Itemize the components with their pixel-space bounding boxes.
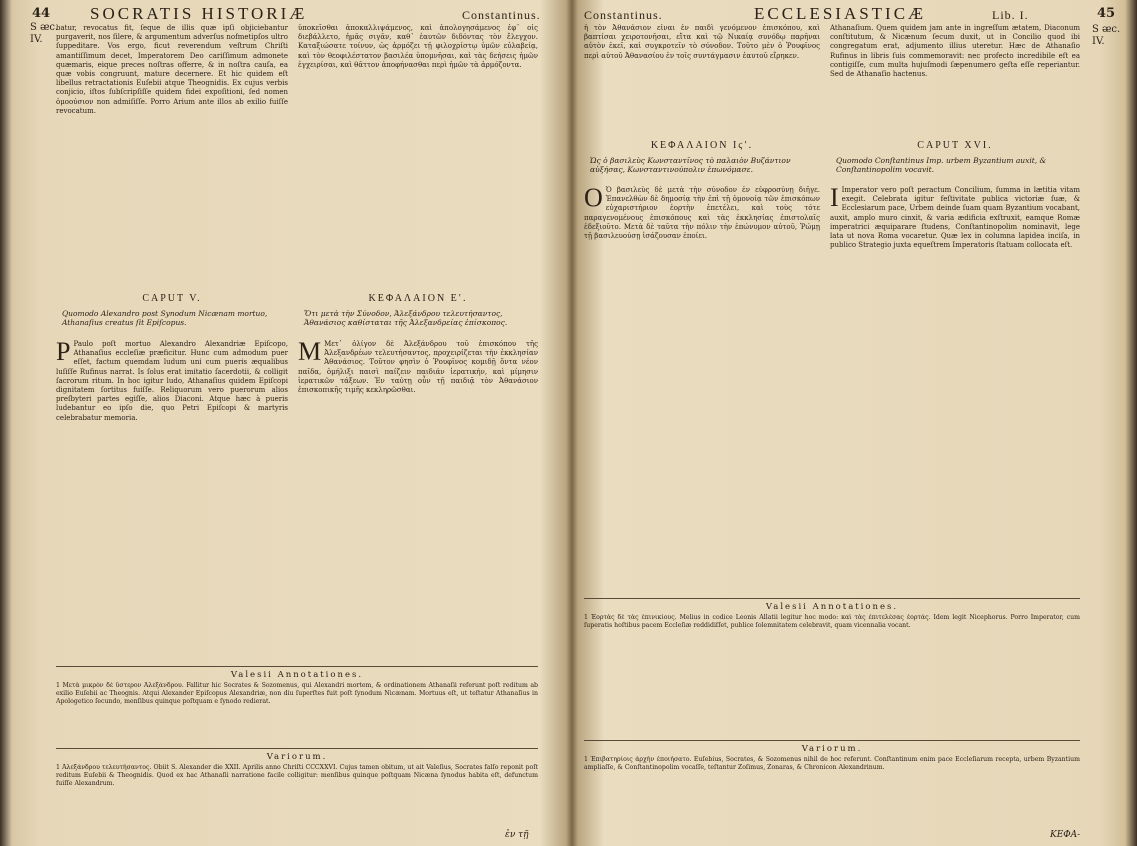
running-sub-right: Lib. I. <box>992 8 1029 22</box>
annotations-title: Valesii Annotationes. <box>230 670 364 680</box>
chapter-heading-latin: CAPUT XVI. <box>917 140 993 151</box>
chapter-summary-greek: Ὅτι μετὰ τὴν Σύνοδον, Ἀλεξάνδρου τελευτήσαντος, Ἀθανάσιος καθίσταται τῆς Ἀλεξανδρείας ἐπίσκοπος. <box>304 309 508 327</box>
chapter-summary-latin: Quomodo Alexandro post Synodum Nicænam mortuo, Athanaſius creatus ſit Epiſcopus. <box>62 309 268 327</box>
catchword-left: ἐν τῇ <box>505 830 529 840</box>
divider <box>584 740 1080 741</box>
drop-cap: Μ <box>298 340 322 366</box>
latin-column-top: batur, revocatus fit, ſeque de illis quæ ipſi objiciebantur purgaverit, nos ſilere, & argumentum adverſus nofmetipſos ultro ſuppeditare. Vos ergo, ficut reverendum veſtrum Chriſti amantiſſimum decet, Imperatorem Deo cariſſimum admonete quæmaris, eique preces noſtras offerre, & in noſtra cauſa, ea quæ vobis congruunt, mature decernere. Et hic quidem eſt libellus retractationis Euſebii atque Theognidis. Ex cujus verbis conjicio, iſtos ſubſcripſiſſe quidem fidei expoſitioni, ſed nomen ὁμοούσιον non admiſiſſe. Porro Arium ante illos ab exilio fuiſſe revocatum. <box>56 24 288 115</box>
annotations-text: 1 Ἐορτὰς δὲ τὰς ἐπινικίους. Melius in codice Leonis Allatii legitur hoc modo: καὶ τὰς ἐπιτελέσας ἑορτάς. Idem legit Nicephorus. Porro Imperator, cum ſuperatis hoſtibus pacem Eccleſiæ reddidiſſet, publice ſolemnitatem celebravit, quam vicennalia vocant. <box>584 614 1080 629</box>
divider <box>56 748 538 749</box>
margin-note-left: S ᴂc. IV. <box>30 22 59 45</box>
running-head-right-left: Constantinus. <box>584 8 663 22</box>
latin-column-body <box>56 340 288 662</box>
drop-cap: Ο <box>584 186 603 212</box>
latin-body-text: Paulo poſt mortuo Alexandro Alexandriæ Epiſcopo, Athanaſius eccleſiæ præficitur. Hunc cum admodum puer eſſet, factum quemdam ludum uni cum pueris æqualibus luſiſſe Rufinus narrat. Is ſolus erat imitatio ſacerdotii, & colligit ſacrorum ritum. In hoc igitur ludo, Athanaſius quidem Epiſcopi dignitatem ſortitus fuiſſe. Reliquorum vero puerorum alios preſbyteri partes egiſſe, alios Diaconi. Atque hæc à pueris ludebantur eo ipſo die, quo Petri Epiſcopi & martyris celebrabatur memoria. <box>56 340 288 422</box>
running-head-left: SOCRATIS HISTORIÆ <box>90 4 308 23</box>
chapter-heading-latin: CAPUT V. <box>142 293 202 304</box>
chapter-summary-greek: Ὡς ὁ βασιλεὺς Κωνσταντῖνος τὸ παλαιὸν Βυζάντιον αὐξήσας, Κωνσταντινούπολιν ἐπωνόμασε. <box>590 156 791 174</box>
variorum-text: 1 Ἀλεξάνδρου τελευτήσαντος. Obiit S. Alexander die XXII. Aprilis anno Chriſti CCCXXVI. Cujus tamen obitum, ut ait Valeſius, Socrates falſo reponit poſt reditum Euſebii & Theognidis. Quod ex hac Athanaſii narratione facile colligitur: menſibus quinque poſtquam Nicæna ſynodus habita eſt, defunctum fuiſſe Alexandrum. <box>56 764 538 787</box>
drop-cap: I <box>830 186 839 212</box>
annotations-text: 1 Μετὰ μικρὸν δὲ ὕστερον Ἀλεξάνδρου. Fallitur hic Socrates & Sozomenus, qui Alexandri mortem, & ordinationem Athanaſii referunt poſt reditum ab exilio Euſebii ac Theognis. Atqui Alexander Epiſcopus Alexandriæ, non diu ſuperſtes fuit poſt ſynodum Nicænam. Mortuus eſt, ut teſtatur Athanaſius in Apologetico ſecundo, menſibus quinque poſtquam e ſynodo redierat. <box>56 682 538 705</box>
variorum-title: Variorum. <box>266 752 328 762</box>
greek-column-top: ἡ τὸν Ἀθανάσιον εἶναι ἐν παιδὶ γενόμενον ἐπισκόπου, καὶ βαπτίσαι χειροτονῆσαι, εἴτα καὶ τῷ Νικαίᾳ συνόδῳ παρῆναι αὐτὸν ἐκεῖ, καὶ συγκροτεῖν τὸ σύνοδον. Τοῦτο μὲν ὁ Ῥουφῖνος περὶ αὐτοῦ Ἀθανασίου ἐν τοῖς συντάγμασιν ἑαυτοῦ εἴρηκεν. <box>584 24 820 60</box>
running-head-right: ECCLESIASTICÆ <box>754 4 927 23</box>
divider <box>56 666 538 667</box>
running-sub-left: Constantinus. <box>462 8 541 22</box>
right-page <box>572 0 1137 846</box>
left-page <box>0 0 566 846</box>
greek-column-body <box>584 186 820 590</box>
latin-column-body <box>830 186 1080 590</box>
drop-cap: P <box>56 340 71 366</box>
annotations-title: Valesii Annotationes. <box>765 602 899 612</box>
greek-body-text: Μετ᾽ ὀλίγον δὲ Ἀλεξάνδρου τοῦ ἐπισκόπου τῆς Ἀλεξανδρέων τελευτήσαντος, προχειρίζεται τὴν ἐκκλησίαν Ἀθανάσιος. Τοῦτον φησὶν ὁ Ῥουφῖνος κομιδῇ ὄντα νέον παῖδα, ὁμήλιξι παισὶ παίζειν παιδιάν ἱερατικήν, καὶ μίμησιν ἱερατικῶν τάξεων. Ἐν ταύτῃ οὖν τῇ παιδιᾷ τὸν Ἀθανάσιον ἐπισκοπικῆς τιμῆς κεκληρῶσθαι. <box>298 340 538 395</box>
greek-column-top: ὑποκεῖσθαι ἀποκαλλιψάμενος, καὶ ἀπολογησάμενος ἐφ᾽ οἷς διεβάλλετο, ἡμᾶς σιγᾶν, καθ᾽ ἑαυτῶν διδόντας τὸν ἔλεγχον. Καταξιώσατε τοίνυν, ὡς ἁρμόζει τῇ φιλοχρίστῳ ὑμῶν εὐλαβείᾳ, καὶ τὸν θεοφιλέστατον βασιλέα ὑπομνῆσαι, καὶ τὰς δεήσεις ἡμῶν ἐγχειρίσαι, καὶ θᾶττον ἀποφήνασθαι περὶ ἡμῶν τὰ ἁρμόζοντα. <box>298 24 538 69</box>
variorum-title: Variorum. <box>801 744 863 754</box>
greek-body-text: Ὁ βασιλεὺς δὲ μετὰ τὴν σύνοδον ἐν εὐφροσύνῃ διῆγε. Ἐπανελθὼν δὲ δημοσίᾳ τὴν ἐπὶ τῇ ὁμονοίᾳ τῶν ἐπισκόπων εὐχαριστήριον ἑορτὴν ἐπετέλει, καὶ τοὺς τότε παραγενομένους ἐπισκόπους καὶ τὰς ἐκκλησίας ἐπιστολαῖς ἐδεξιοῦτο. Μετὰ δὲ ταῦτα τὴν πόλιν τὴν ἐπώνυμον αὐτοῦ, Ῥώμῃ τῇ βασιλευούσῃ ἰσάζουσαν ἐποίει. <box>584 186 820 241</box>
variorum-text: 1 Ἐπιβατηρίοις ἀρχὴν ἐποιήσατο. Euſebius, Socrates, & Sozomenus nihil de hoc referunt. Conſtantinum enim pace Eccleſiarum recepta, urbem Byzantium ampliaſſe, & Conſtantinopolim vocaſſe, teſtantur Zoſimus, Zonaras, & Chronicon Alexandrinum. <box>584 756 1080 771</box>
margin-note-right: S ᴂc. IV. <box>1092 24 1121 47</box>
page-number-right: 45 <box>1097 6 1116 21</box>
catchword-right: ΚΕΦΑ- <box>1050 830 1081 840</box>
greek-column-body <box>298 340 538 662</box>
latin-column-top: Athanaſium. Quem quidem jam ante in ingreſſum ætatem, Diaconum conſtitutum, & Nicænum ſecum duxit, ut in Concilio quod ibi congregatum erat, adjumento illius uteretur. Hæc de Athanaſio Rufinus in libris ſuis commemoravit: nec profecto incredibile eſt ea contigiſſe, cum multa hujuſmodi ſæpenumero geſta eſſe reperiantur. Sed de Athanaſio hactenus. <box>830 24 1080 79</box>
divider <box>584 598 1080 599</box>
chapter-heading-greek: ΚΕΦΑΛΑΙΟΝ Εʹ. <box>368 293 468 304</box>
chapter-heading-greek: ΚΕΦΑΛΑΙΟΝ Ιϛʹ. <box>650 140 754 151</box>
page-number-left: 44 <box>32 6 51 21</box>
chapter-summary-latin: Quomodo Conſtantinus Imp. urbem Byzantium auxit, & Conſtantinopolim vocavit. <box>836 156 1047 174</box>
latin-body-text: Imperator vero poſt peractum Concilium, ſumma in lætitia vitam exegit. Celebrata igitur feſtivitate publica victoriæ ſuæ, & Ecclesiarum pace, Urbem deinde ſuam quam Byzantium vocabant, auxit, amplo muro cinxit, & varia ædificia exſtruxit, eamque Romæ imperatrici æquiparare ſtudens, Conſtantinopolim nominavit, lege lata ut nova Roma vocaretur. Quæ lex in columna lapidea inciſa, in publico Strategio juxta equeſtrem Imperatoris ſtatuam collocata eſt. <box>830 186 1080 250</box>
